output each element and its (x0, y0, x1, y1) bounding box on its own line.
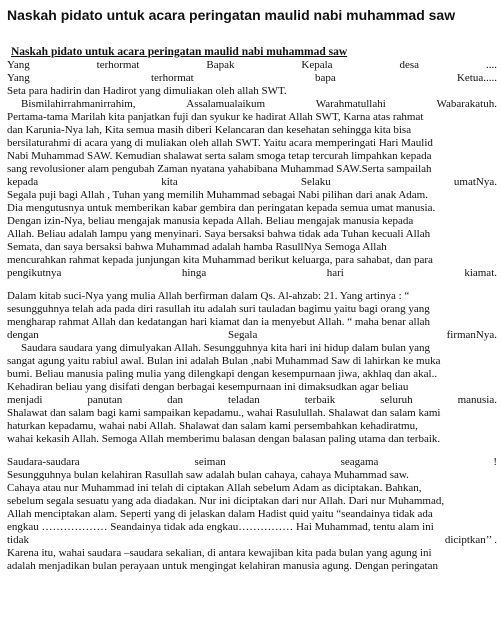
word: hinga (181, 267, 207, 279)
word: seluruh (380, 394, 413, 406)
page-title: Naskah pidato untuk acara peringatan maulid nabi muhammad saw (7, 7, 456, 23)
text-line: Saudara saudara yang dimulyakan Allah. Sesungguhnya kita hari ini hidup dalam bulan yang (21, 342, 431, 354)
word: terhormat (150, 72, 194, 84)
text-line: dan Karunia-Nya lah, Kita semua masih diberi Kelancaran dan kesehatan sehingga kita bisa (7, 124, 412, 136)
word: seiman (194, 456, 226, 468)
text-line (7, 329, 497, 342)
text-line: bersilaturahmi di acara yang di muliakan oleh allah SWT. Yaitu acara memperingati Hari Maulid (7, 137, 433, 149)
word: .... (486, 59, 497, 71)
text-line: Allah. Beliau adalah lampu yang menyinari. Saya bersaksi bahwa tidak ada Tuhan kecuali Allah (7, 228, 431, 240)
text-line (7, 456, 497, 469)
text-line (7, 534, 497, 547)
word: Bapak (206, 59, 235, 71)
word: manusia. (457, 394, 497, 406)
text-line: Sesungguhnya bulan kelahiran Rasullah saw adalah bulan cahaya, cahaya Muhammad saw. (7, 469, 409, 481)
word: menjadi (7, 394, 43, 406)
word: kepada (7, 176, 39, 188)
text-line: Pertama-tama Marilah kita panjatkan fuji dan syukur ke hadirat Allah SWT, Karna atas rahmat (7, 111, 424, 123)
word: Segala (228, 329, 258, 341)
text-line: bumi. Beliau manusia paling mulia yang dilengkapi dengan kesempurnaan jiwa, akhlaq dan akal.. (7, 368, 438, 380)
word: umatNya. (453, 176, 497, 188)
text-line: engkau ……………… Seandainya tidak ada engkau…………… Hai Muhammad, tentu alam ini (7, 521, 434, 533)
text-line: adalah menjadikan bulan perayaan untuk mengingat kelahiran manusia agung. Dengan peringatan (7, 560, 438, 572)
text-line: Cahaya atau nur Muhammad ini telah di ciptakan Allah sebelum Adam as diciptakan. Bahkan, (7, 482, 422, 494)
word: terbaik (304, 394, 336, 406)
text-line (7, 176, 497, 189)
paragraph-gap (7, 446, 497, 456)
text-line: haturkan kepadamu, wahai nabi Allah. Shalawat dan salam kami persembahkan kehadiratmu, (7, 420, 418, 432)
word: Yang (7, 72, 30, 84)
text-line: sebelum segala sesuatu yang ada diadakan. Nur ini diciptakan dari nur Allah. Dari nur Muhammad, (7, 495, 445, 507)
text-line: sang revolusioner alam pengubah Zaman nyatana yahabibana Muhammad SAW.Serta sampailah (7, 163, 432, 175)
word: Ketua..... (456, 72, 497, 84)
text-line (7, 394, 497, 407)
word: kiamat. (464, 267, 497, 279)
text-line: Dia mengutusnya untuk memberikan kabar gembira dan peringatan kepada semua umat manusia. (7, 202, 436, 214)
word: pengikutnya (7, 267, 62, 279)
text-line: Shalawat dan salam bagi kami sampaikan kepadamu., wahai Rasulullah. Shalawat dan salam kami (7, 407, 441, 419)
text-line (7, 59, 497, 72)
document-body (7, 46, 497, 573)
text-line (7, 98, 497, 111)
text-line: sangat agung yaitu rabiul awal. Bulan ini adalah Bulan ,nabi Muhammad Saw di lahirkan ke muka (7, 355, 441, 367)
speech-subtitle: Naskah pidato untuk acara peringatan maulid nabi muhammad saw (11, 46, 348, 58)
text-line: Nabi Muhammad SAW. Kemudian shalawat serta salam smoga tetap tercurah limpahkan kepada (7, 150, 432, 162)
word: diciptkan’’ . (444, 534, 497, 546)
word: Bismilahirrahmanirrahim, (21, 98, 136, 110)
word: teladan (228, 394, 260, 406)
text-line: wahai kekasih Allah. Semoga Allah memberimu balasan dengan balasan paling utama dan terbaik. (7, 433, 441, 445)
word: Assalamualaikum (186, 98, 266, 110)
word: Selaku (300, 176, 331, 188)
text-line: sesungguhnya telah ada pada diri rasullah itu adalah suri tauladan bagimu yaitu bagi orang yang (7, 303, 430, 315)
text-line: mencurahkan rahmat kepada junjungan kita Muhammad berikut keluarga, para sahabat, dan para (7, 254, 433, 266)
word: seagama (340, 456, 379, 468)
word: terhormat (96, 59, 140, 71)
text-line: Dengan izin-Nya, beliau mengajak manusia kepada Allah. Beliau mengajak manusia kepada (7, 215, 414, 227)
text-line (7, 72, 497, 85)
text-line: Seta para hadirin dan Hadirot yang dimuliakan oleh allah SWT. (7, 85, 287, 97)
text-line: Segala puji bagi Allah , Tuhan yang memilih Muhammad sebagai Nabi pilihan dari anak Adam. (7, 189, 428, 201)
word: dengan (7, 329, 39, 341)
text-line: mengharap rahmat Allah dan kedatangan hari kiamat dan ia menyebut Allah. “ maha benar allah (7, 316, 431, 328)
word: panutan (87, 394, 123, 406)
word: dan (167, 394, 184, 406)
word: Warahmatullahi (315, 98, 386, 110)
word: desa (399, 59, 420, 71)
word: Saudara-saudara (7, 456, 80, 468)
text-line: Semata, dan saya bersaksi bahwa Muhammad adalah hamba RasullNya Semoga Allah (7, 241, 387, 253)
word: ! (493, 456, 497, 468)
text-line: Kehadiran beliau yang disifati dengan berbagai kesempurnaan ini dimaksudkan agar beliau (7, 381, 409, 393)
text-line: Karena itu, wahai saudara –saudara sekalian, di antara kewajiban kita pada bulan yang agung ini (7, 547, 432, 559)
text-line: Allah menciptakan alam. Seperti yang di jelaskan dalam Hadist quid yaitu “seandainya tidak ada (7, 508, 433, 520)
text-line: Dalam kitab suci-Nya yang mulia Allah berfirman dalam Qs. Al-ahzab: 21. Yang artinya : “ (7, 290, 410, 302)
word: Kepala (301, 59, 333, 71)
word: Wabarakatuh. (436, 98, 497, 110)
word: bapa (314, 72, 336, 84)
word: tidak (7, 534, 29, 546)
word: Yang (7, 59, 30, 71)
word: firmanNya. (446, 329, 497, 341)
word: kita (161, 176, 178, 188)
paragraph-gap (7, 280, 497, 290)
speech-content (7, 59, 497, 573)
word: hari (326, 267, 344, 279)
text-line (7, 267, 497, 280)
